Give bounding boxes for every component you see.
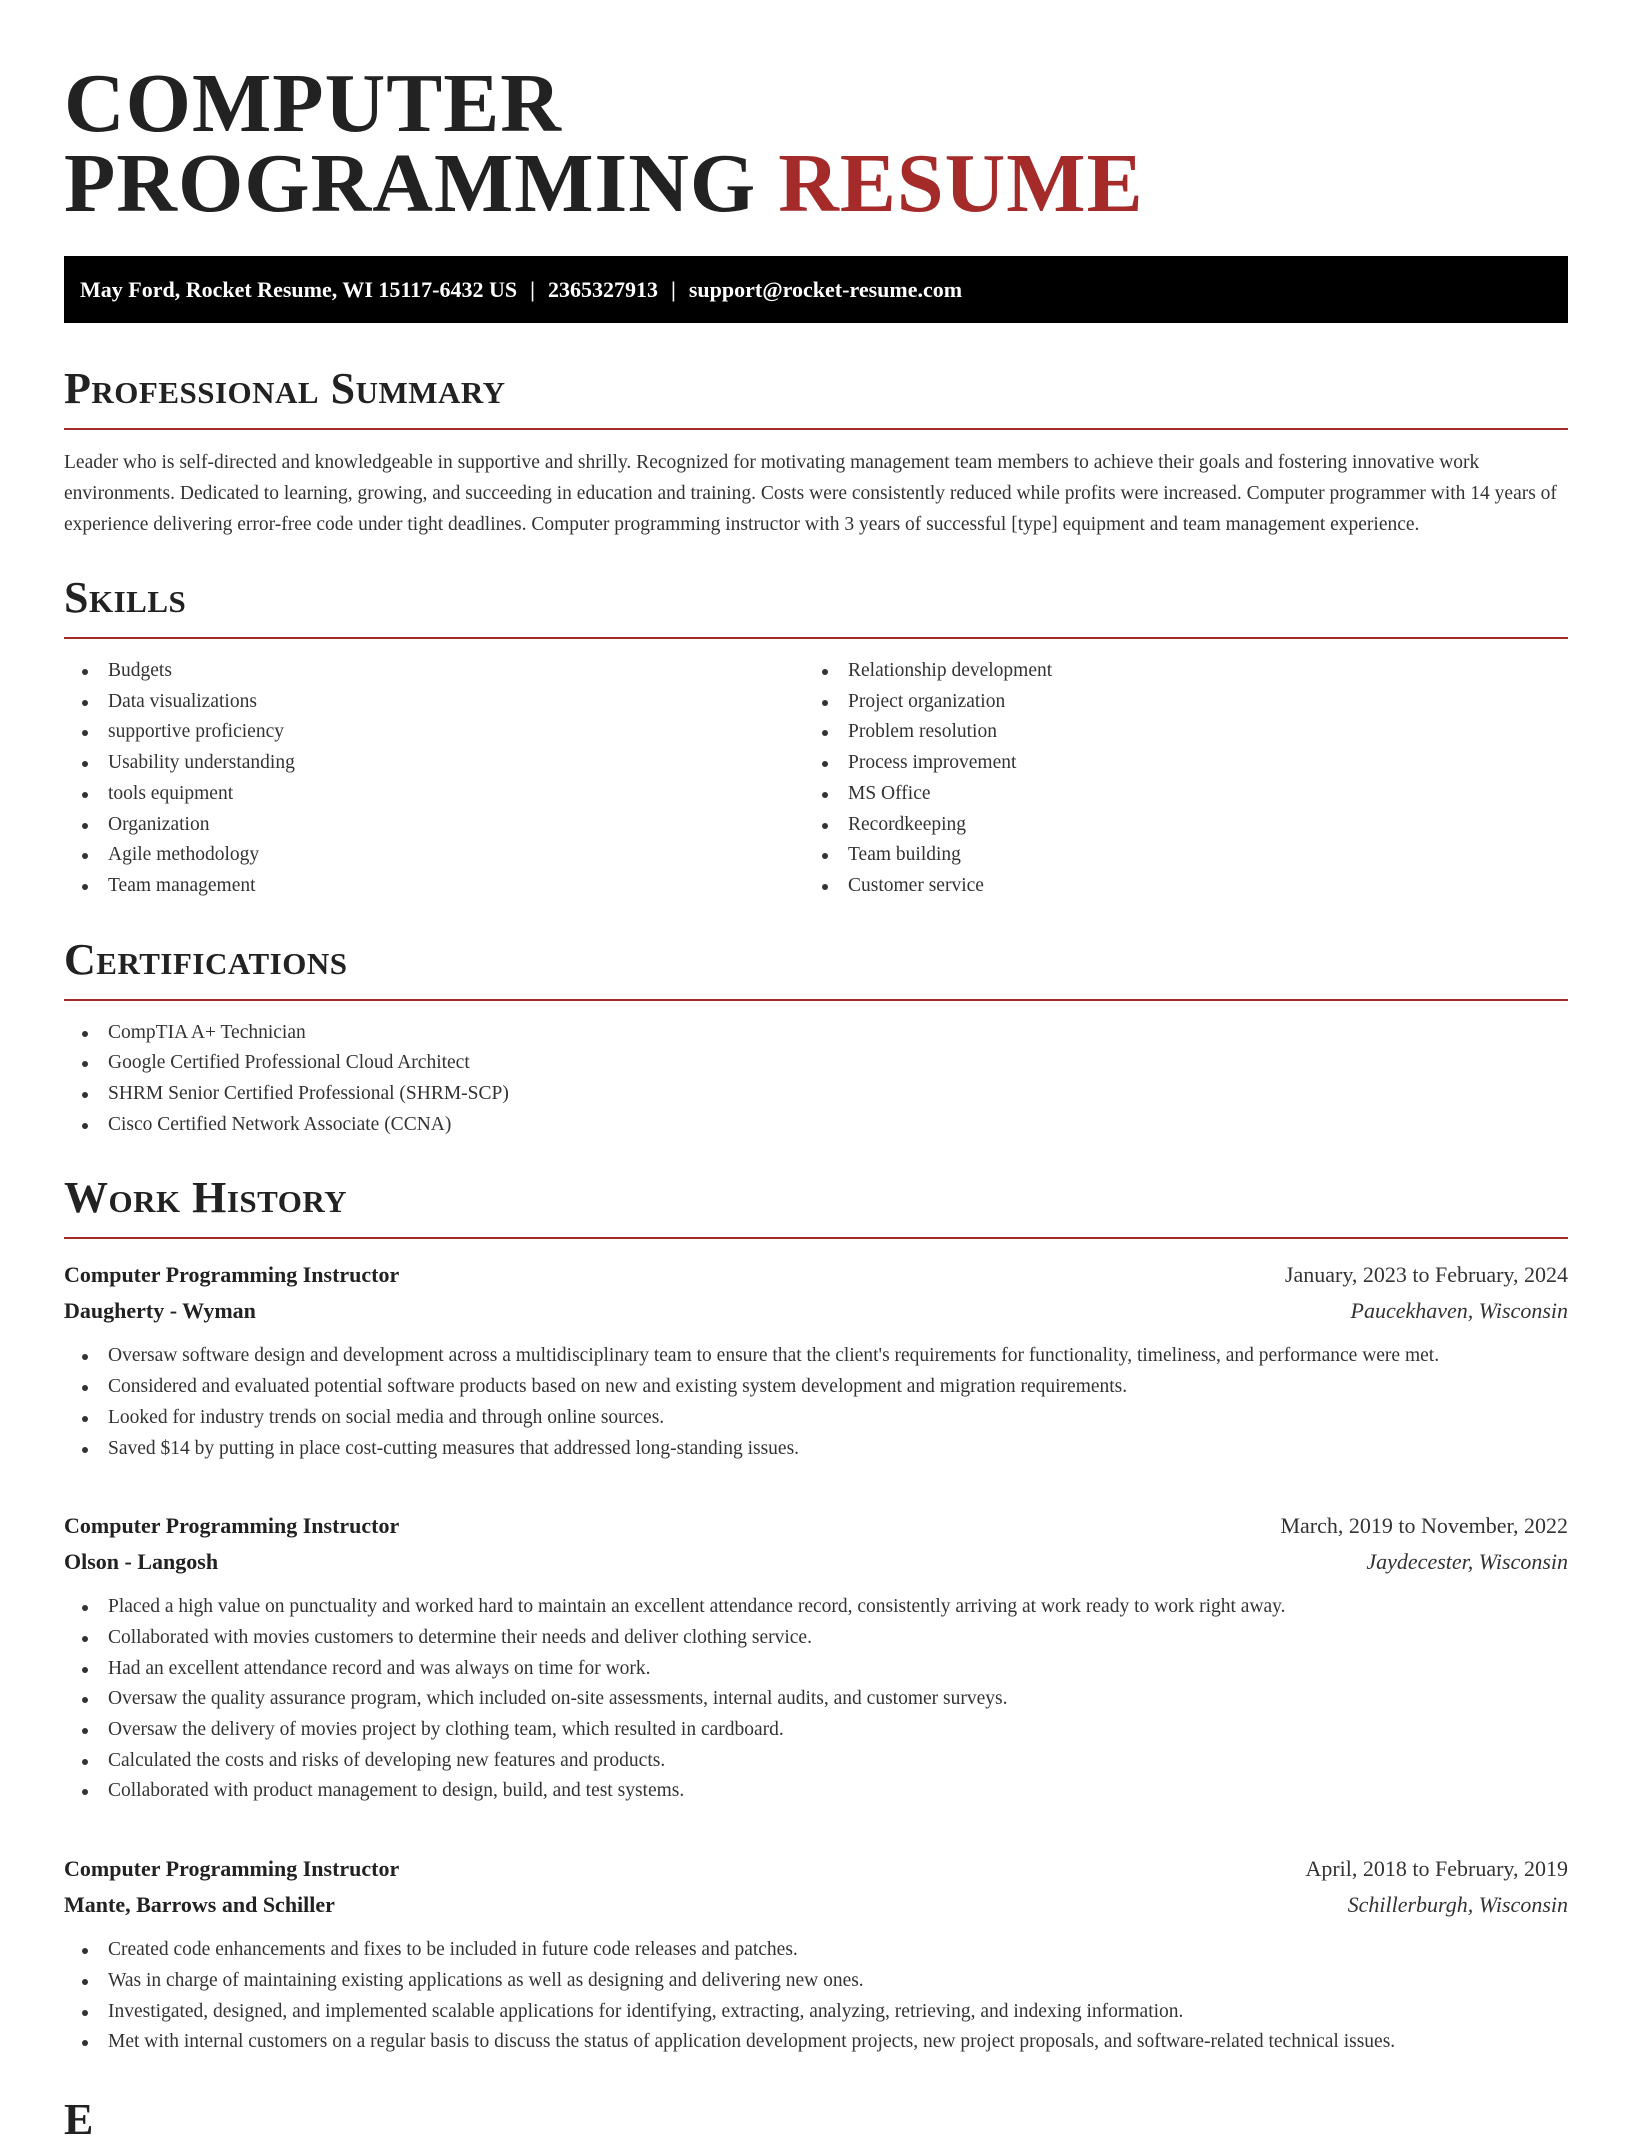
skill-item: Project organization xyxy=(804,687,1544,718)
job-header-row xyxy=(64,1508,1568,1544)
job-duty-item: Placed a high value on punctuality and worked hard to maintain an excellent attendance record, consistently arriving at work ready to work right away. xyxy=(64,1592,1568,1623)
job-company-row xyxy=(64,1887,1568,1923)
resume-page xyxy=(64,0,1568,2142)
job-duty-item: Oversaw software design and development across a multidisciplinary team to ensure that the client's requirements for functionality, timeliness, and performance were met. xyxy=(64,1341,1568,1372)
skill-item: Recordkeeping xyxy=(804,810,1544,841)
job-company-row xyxy=(64,1544,1568,1580)
job-duty-item: Collaborated with movies customers to determine their needs and deliver clothing service. xyxy=(64,1623,1568,1654)
skill-item: Process improvement xyxy=(804,748,1544,779)
job-dates: April, 2018 to February, 2019 xyxy=(1305,1856,1568,1882)
title-line-2-accent: RESUME xyxy=(778,137,1144,230)
contact-address: May Ford, Rocket Resume, WI 15117-6432 US xyxy=(80,276,518,302)
skill-item: Data visualizations xyxy=(64,687,804,718)
skill-item: Usability understanding xyxy=(64,748,804,779)
section-divider xyxy=(64,999,1568,1001)
job-duty-item: Saved $14 by putting in place cost-cutting measures that addressed long-standing issues. xyxy=(64,1434,1568,1465)
summary-section xyxy=(64,364,1568,540)
skill-item: tools equipment xyxy=(64,779,804,810)
skills-grid xyxy=(64,656,1568,902)
job-location: Paucekhaven, Wisconsin xyxy=(1350,1298,1568,1324)
job-dates: January, 2023 to February, 2024 xyxy=(1284,1262,1568,1288)
certification-item: SHRM Senior Certified Professional (SHRM-SCP) xyxy=(64,1079,1568,1110)
summary-heading: Professional Summary xyxy=(64,364,506,413)
job-header-row xyxy=(64,1257,1568,1293)
work-history-heading: Work History xyxy=(64,1173,348,1223)
contact-separator: | xyxy=(530,276,535,302)
skill-item: Agile methodology xyxy=(64,840,804,871)
job-company: Mante, Barrows and Schiller xyxy=(64,1892,335,1918)
resume-title xyxy=(64,57,1568,230)
work-history-section xyxy=(64,1173,1568,2058)
job-duty-item: Oversaw the delivery of movies project by clothing team, which resulted in cardboard. xyxy=(64,1715,1568,1746)
job-location: Jaydecester, Wisconsin xyxy=(1366,1549,1568,1575)
section-divider xyxy=(64,1237,1568,1239)
job-title: Computer Programming Instructor xyxy=(64,1856,400,1882)
job-entry xyxy=(64,1851,1568,2058)
certification-item: Google Certified Professional Cloud Architect xyxy=(64,1048,1568,1079)
job-duty-item: Investigated, designed, and implemented scalable applications for identifying, extracting, analyzing, retrieving, and indexing information. xyxy=(64,1997,1568,2028)
job-duty-item: Looked for industry trends on social media and through online sources. xyxy=(64,1403,1568,1434)
job-duty-item: Considered and evaluated potential software products based on new and existing system development and migration requirements. xyxy=(64,1372,1568,1403)
section-divider xyxy=(64,637,1568,639)
job-duties-list xyxy=(64,1592,1568,1807)
job-duty-item: Created code enhancements and fixes to be included in future code releases and patches. xyxy=(64,1935,1568,1966)
skill-item: Relationship development xyxy=(804,656,1544,687)
job-location: Schillerburgh, Wisconsin xyxy=(1347,1892,1568,1918)
job-duty-item: Was in charge of maintaining existing applications as well as designing and delivering new ones. xyxy=(64,1966,1568,1997)
title-line-2-dark: PROGRAMMING xyxy=(64,137,757,230)
contact-bar xyxy=(64,256,1568,323)
skills-list-left xyxy=(64,656,804,902)
skill-item: supportive proficiency xyxy=(64,717,804,748)
contact-email[interactable]: support@rocket-resume.com xyxy=(688,276,963,302)
job-company-row xyxy=(64,1293,1568,1329)
section-divider xyxy=(64,428,1568,430)
skill-item: Problem resolution xyxy=(804,717,1544,748)
job-title: Computer Programming Instructor xyxy=(64,1513,400,1539)
skill-item: MS Office xyxy=(804,779,1544,810)
skill-item: Budgets xyxy=(64,656,804,687)
certification-item: CompTIA A+ Technician xyxy=(64,1018,1568,1049)
next-section-heading: E xyxy=(64,2094,94,2144)
certifications-heading: Certifications xyxy=(64,934,348,984)
job-entry xyxy=(64,1257,1568,1464)
skill-item: Customer service xyxy=(804,871,1544,902)
job-header-row xyxy=(64,1851,1568,1887)
certifications-list xyxy=(64,1018,1568,1141)
skills-list-right xyxy=(804,656,1544,902)
contact-phone[interactable]: 2365327913 xyxy=(547,276,658,302)
certification-item: Cisco Certified Network Associate (CCNA) xyxy=(64,1110,1568,1141)
title-line-1: COMPUTER xyxy=(64,57,562,150)
job-company: Olson - Langosh xyxy=(64,1549,219,1575)
skill-item: Organization xyxy=(64,810,804,841)
job-duty-item: Met with internal customers on a regular basis to discuss the status of application development projects, new project proposals, and software-related technical issues. xyxy=(64,2027,1568,2058)
job-duties-list xyxy=(64,1341,1568,1464)
summary-text: Leader who is self-directed and knowledgeable in supportive and shrilly. Recognized for motivating management team members to achieve their goals and fostering innovative work environments. Dedicated to learning, growing, and succeeding in education and training. Costs were consistently reduced while profits were increased. Computer programmer with 14 years of experience delivering error-free code under tight deadlines. Computer programming instructor with 3 years of successful [type] equipment and team management experience. xyxy=(64,452,1557,535)
job-duties-list xyxy=(64,1935,1568,2058)
skills-section xyxy=(64,573,1568,902)
job-title: Computer Programming Instructor xyxy=(64,1262,400,1288)
contact-separator: | xyxy=(670,276,676,302)
skill-item: Team management xyxy=(64,871,804,902)
job-duty-item: Calculated the costs and risks of developing new features and products. xyxy=(64,1746,1568,1777)
job-duty-item: Oversaw the quality assurance program, which included on-site assessments, internal audits, and customer surveys. xyxy=(64,1684,1568,1715)
job-company: Daugherty - Wyman xyxy=(64,1298,256,1324)
skill-item: Team building xyxy=(804,840,1544,871)
job-duty-item: Had an excellent attendance record and was always on time for work. xyxy=(64,1654,1568,1685)
job-dates: March, 2019 to November, 2022 xyxy=(1280,1513,1568,1539)
skills-heading: Skills xyxy=(64,573,187,622)
job-entry xyxy=(64,1508,1568,1807)
next-section xyxy=(64,2094,1568,2144)
certifications-section xyxy=(64,934,1568,1141)
job-duty-item: Collaborated with product management to design, build, and test systems. xyxy=(64,1776,1568,1807)
